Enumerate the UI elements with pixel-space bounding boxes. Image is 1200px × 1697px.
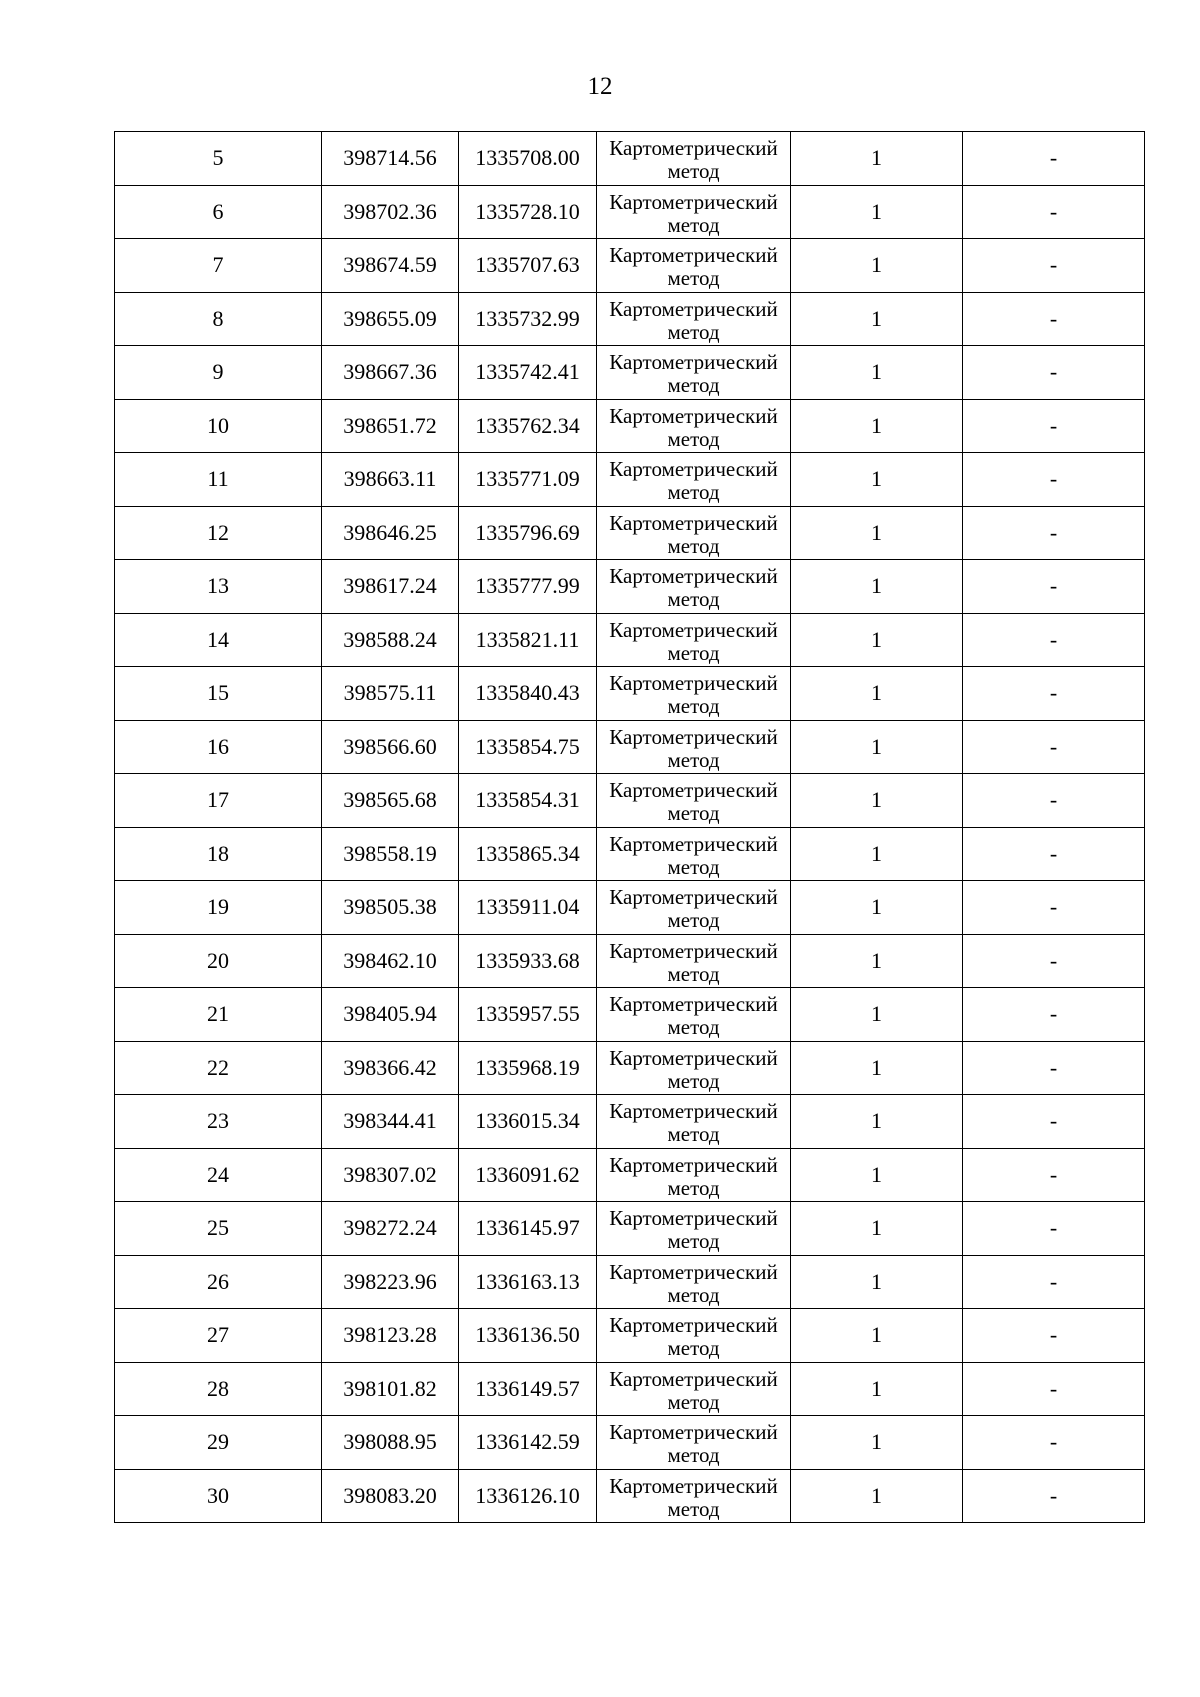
coordinate-x-cell: 398663.11 bbox=[322, 453, 459, 507]
table-row bbox=[115, 239, 1145, 293]
accuracy-cell: 1 bbox=[791, 399, 963, 453]
method-line-2: метод bbox=[667, 426, 720, 451]
accuracy-cell: 1 bbox=[791, 346, 963, 400]
table-row bbox=[115, 881, 1145, 935]
note-cell: - bbox=[963, 988, 1145, 1042]
coordinate-y-cell: 1336163.13 bbox=[459, 1255, 597, 1309]
method-line-1: Картометрический bbox=[609, 243, 778, 268]
coordinate-y-cell: 1335777.99 bbox=[459, 560, 597, 614]
accuracy-cell: 1 bbox=[791, 292, 963, 346]
point-number-cell: 14 bbox=[115, 613, 322, 667]
table-row bbox=[115, 560, 1145, 614]
coordinate-x-cell: 398405.94 bbox=[322, 988, 459, 1042]
table-row bbox=[115, 346, 1145, 400]
coordinates-table bbox=[114, 131, 1145, 1523]
accuracy-cell: 1 bbox=[791, 132, 963, 186]
table-row bbox=[115, 613, 1145, 667]
coordinate-x-cell: 398655.09 bbox=[322, 292, 459, 346]
note-cell: - bbox=[963, 881, 1145, 935]
note-cell: - bbox=[963, 453, 1145, 507]
coordinate-y-cell: 1336149.57 bbox=[459, 1362, 597, 1416]
table-row bbox=[115, 934, 1145, 988]
accuracy-cell: 1 bbox=[791, 1362, 963, 1416]
method-cell bbox=[597, 1416, 791, 1470]
coordinate-y-cell: 1336145.97 bbox=[459, 1202, 597, 1256]
coordinate-x-cell: 398646.25 bbox=[322, 506, 459, 560]
table-row bbox=[115, 774, 1145, 828]
note-cell: - bbox=[963, 292, 1145, 346]
method-line-2: метод bbox=[667, 1175, 720, 1200]
coordinate-y-cell: 1335728.10 bbox=[459, 185, 597, 239]
method-line-2: метод bbox=[667, 854, 720, 879]
accuracy-cell: 1 bbox=[791, 934, 963, 988]
method-line-1: Картометрический bbox=[609, 1206, 778, 1231]
coordinates-table-body bbox=[115, 132, 1145, 1523]
method-line-1: Картометрический bbox=[609, 564, 778, 589]
coordinate-y-cell: 1335933.68 bbox=[459, 934, 597, 988]
coordinate-y-cell: 1336136.50 bbox=[459, 1309, 597, 1363]
coordinate-y-cell: 1335865.34 bbox=[459, 827, 597, 881]
method-cell bbox=[597, 1202, 791, 1256]
table-row bbox=[115, 1095, 1145, 1149]
point-number-cell: 23 bbox=[115, 1095, 322, 1149]
table-row bbox=[115, 1309, 1145, 1363]
method-line-1: Картометрический bbox=[609, 992, 778, 1017]
method-line-1: Картометрический bbox=[609, 1313, 778, 1338]
note-cell: - bbox=[963, 399, 1145, 453]
accuracy-cell: 1 bbox=[791, 720, 963, 774]
note-cell: - bbox=[963, 1362, 1145, 1416]
point-number-cell: 15 bbox=[115, 667, 322, 721]
table-row bbox=[115, 1202, 1145, 1256]
method-line-2: метод bbox=[667, 319, 720, 344]
method-line-2: метод bbox=[667, 1282, 720, 1307]
method-cell bbox=[597, 827, 791, 881]
accuracy-cell: 1 bbox=[791, 613, 963, 667]
coordinate-y-cell: 1335762.34 bbox=[459, 399, 597, 453]
coordinate-y-cell: 1335840.43 bbox=[459, 667, 597, 721]
coordinate-x-cell: 398651.72 bbox=[322, 399, 459, 453]
accuracy-cell: 1 bbox=[791, 774, 963, 828]
note-cell: - bbox=[963, 239, 1145, 293]
method-cell bbox=[597, 881, 791, 935]
method-line-2: метод bbox=[667, 480, 720, 505]
coordinate-y-cell: 1335796.69 bbox=[459, 506, 597, 560]
method-line-2: метод bbox=[667, 908, 720, 933]
method-line-2: метод bbox=[667, 266, 720, 291]
accuracy-cell: 1 bbox=[791, 988, 963, 1042]
point-number-cell: 22 bbox=[115, 1041, 322, 1095]
coordinate-y-cell: 1335957.55 bbox=[459, 988, 597, 1042]
method-line-1: Картометрический bbox=[609, 1366, 778, 1391]
point-number-cell: 24 bbox=[115, 1148, 322, 1202]
note-cell: - bbox=[963, 1255, 1145, 1309]
note-cell: - bbox=[963, 720, 1145, 774]
coordinate-x-cell: 398223.96 bbox=[322, 1255, 459, 1309]
method-cell bbox=[597, 1309, 791, 1363]
method-line-1: Картометрический bbox=[609, 510, 778, 535]
accuracy-cell: 1 bbox=[791, 239, 963, 293]
accuracy-cell: 1 bbox=[791, 1416, 963, 1470]
method-cell bbox=[597, 506, 791, 560]
accuracy-cell: 1 bbox=[791, 1255, 963, 1309]
coordinate-y-cell: 1335771.09 bbox=[459, 453, 597, 507]
accuracy-cell: 1 bbox=[791, 1309, 963, 1363]
table-row bbox=[115, 132, 1145, 186]
note-cell: - bbox=[963, 185, 1145, 239]
note-cell: - bbox=[963, 1095, 1145, 1149]
point-number-cell: 18 bbox=[115, 827, 322, 881]
coordinate-x-cell: 398307.02 bbox=[322, 1148, 459, 1202]
method-cell bbox=[597, 667, 791, 721]
coordinate-x-cell: 398505.38 bbox=[322, 881, 459, 935]
method-line-1: Картометрический bbox=[609, 778, 778, 803]
note-cell: - bbox=[963, 774, 1145, 828]
point-number-cell: 17 bbox=[115, 774, 322, 828]
table-row bbox=[115, 185, 1145, 239]
point-number-cell: 5 bbox=[115, 132, 322, 186]
method-cell bbox=[597, 346, 791, 400]
method-cell bbox=[597, 453, 791, 507]
coordinate-x-cell: 398565.68 bbox=[322, 774, 459, 828]
coordinate-y-cell: 1335911.04 bbox=[459, 881, 597, 935]
table-row bbox=[115, 1148, 1145, 1202]
method-cell bbox=[597, 1255, 791, 1309]
method-line-2: метод bbox=[667, 1068, 720, 1093]
point-number-cell: 10 bbox=[115, 399, 322, 453]
accuracy-cell: 1 bbox=[791, 1041, 963, 1095]
coordinate-y-cell: 1335821.11 bbox=[459, 613, 597, 667]
coordinate-x-cell: 398272.24 bbox=[322, 1202, 459, 1256]
table-row bbox=[115, 1255, 1145, 1309]
coordinate-x-cell: 398575.11 bbox=[322, 667, 459, 721]
coordinate-y-cell: 1335732.99 bbox=[459, 292, 597, 346]
point-number-cell: 16 bbox=[115, 720, 322, 774]
method-line-1: Картометрический bbox=[609, 1045, 778, 1070]
coordinate-x-cell: 398617.24 bbox=[322, 560, 459, 614]
note-cell: - bbox=[963, 667, 1145, 721]
point-number-cell: 8 bbox=[115, 292, 322, 346]
method-cell bbox=[597, 1469, 791, 1523]
note-cell: - bbox=[963, 1469, 1145, 1523]
note-cell: - bbox=[963, 1202, 1145, 1256]
coordinate-x-cell: 398674.59 bbox=[322, 239, 459, 293]
coordinate-y-cell: 1335854.75 bbox=[459, 720, 597, 774]
coordinate-x-cell: 398566.60 bbox=[322, 720, 459, 774]
accuracy-cell: 1 bbox=[791, 1202, 963, 1256]
method-line-2: метод bbox=[667, 1229, 720, 1254]
method-line-2: метод bbox=[667, 1496, 720, 1521]
method-line-1: Картометрический bbox=[609, 671, 778, 696]
method-line-2: метод bbox=[667, 1122, 720, 1147]
method-line-2: метод bbox=[667, 373, 720, 398]
method-cell bbox=[597, 988, 791, 1042]
method-line-1: Картометрический bbox=[609, 136, 778, 161]
coordinate-y-cell: 1336126.10 bbox=[459, 1469, 597, 1523]
accuracy-cell: 1 bbox=[791, 827, 963, 881]
table-row bbox=[115, 720, 1145, 774]
method-cell bbox=[597, 1148, 791, 1202]
method-line-2: метод bbox=[667, 961, 720, 986]
point-number-cell: 25 bbox=[115, 1202, 322, 1256]
table-row bbox=[115, 399, 1145, 453]
accuracy-cell: 1 bbox=[791, 881, 963, 935]
point-number-cell: 26 bbox=[115, 1255, 322, 1309]
method-line-1: Картометрический bbox=[609, 457, 778, 482]
point-number-cell: 7 bbox=[115, 239, 322, 293]
coordinate-x-cell: 398123.28 bbox=[322, 1309, 459, 1363]
method-line-2: метод bbox=[667, 1336, 720, 1361]
method-line-2: метод bbox=[667, 801, 720, 826]
method-line-2: метод bbox=[667, 747, 720, 772]
method-line-1: Картометрический bbox=[609, 1259, 778, 1284]
point-number-cell: 27 bbox=[115, 1309, 322, 1363]
coordinate-x-cell: 398702.36 bbox=[322, 185, 459, 239]
method-line-1: Картометрический bbox=[609, 296, 778, 321]
method-line-1: Картометрический bbox=[609, 1473, 778, 1498]
method-cell bbox=[597, 1041, 791, 1095]
method-line-1: Картометрический bbox=[609, 1420, 778, 1445]
method-line-2: метод bbox=[667, 1389, 720, 1414]
table-row bbox=[115, 506, 1145, 560]
point-number-cell: 28 bbox=[115, 1362, 322, 1416]
accuracy-cell: 1 bbox=[791, 453, 963, 507]
note-cell: - bbox=[963, 560, 1145, 614]
table-row bbox=[115, 667, 1145, 721]
method-cell bbox=[597, 774, 791, 828]
coordinate-x-cell: 398588.24 bbox=[322, 613, 459, 667]
note-cell: - bbox=[963, 132, 1145, 186]
method-cell bbox=[597, 1362, 791, 1416]
coordinate-x-cell: 398462.10 bbox=[322, 934, 459, 988]
coordinate-x-cell: 398714.56 bbox=[322, 132, 459, 186]
method-line-2: метод bbox=[667, 587, 720, 612]
note-cell: - bbox=[963, 346, 1145, 400]
method-cell bbox=[597, 239, 791, 293]
method-cell bbox=[597, 132, 791, 186]
point-number-cell: 19 bbox=[115, 881, 322, 935]
method-line-1: Картометрический bbox=[609, 885, 778, 910]
point-number-cell: 20 bbox=[115, 934, 322, 988]
accuracy-cell: 1 bbox=[791, 1095, 963, 1149]
point-number-cell: 13 bbox=[115, 560, 322, 614]
point-number-cell: 12 bbox=[115, 506, 322, 560]
method-line-2: метод bbox=[667, 159, 720, 184]
accuracy-cell: 1 bbox=[791, 185, 963, 239]
method-cell bbox=[597, 185, 791, 239]
method-line-2: метод bbox=[667, 694, 720, 719]
method-line-1: Картометрический bbox=[609, 724, 778, 749]
method-cell bbox=[597, 292, 791, 346]
method-line-2: метод bbox=[667, 533, 720, 558]
table-row bbox=[115, 453, 1145, 507]
accuracy-cell: 1 bbox=[791, 1469, 963, 1523]
method-cell bbox=[597, 560, 791, 614]
note-cell: - bbox=[963, 1148, 1145, 1202]
method-line-1: Картометрический bbox=[609, 403, 778, 428]
coordinate-y-cell: 1335707.63 bbox=[459, 239, 597, 293]
method-line-1: Картометрический bbox=[609, 831, 778, 856]
note-cell: - bbox=[963, 934, 1145, 988]
method-line-1: Картометрический bbox=[609, 189, 778, 214]
coordinate-y-cell: 1336015.34 bbox=[459, 1095, 597, 1149]
accuracy-cell: 1 bbox=[791, 667, 963, 721]
accuracy-cell: 1 bbox=[791, 560, 963, 614]
coordinate-x-cell: 398083.20 bbox=[322, 1469, 459, 1523]
method-cell bbox=[597, 934, 791, 988]
point-number-cell: 29 bbox=[115, 1416, 322, 1470]
note-cell: - bbox=[963, 1041, 1145, 1095]
point-number-cell: 11 bbox=[115, 453, 322, 507]
coordinate-x-cell: 398667.36 bbox=[322, 346, 459, 400]
table-row bbox=[115, 1469, 1145, 1523]
table-row bbox=[115, 292, 1145, 346]
coordinate-y-cell: 1336091.62 bbox=[459, 1148, 597, 1202]
method-line-1: Картометрический bbox=[609, 1099, 778, 1124]
coordinate-y-cell: 1335968.19 bbox=[459, 1041, 597, 1095]
method-line-1: Картометрический bbox=[609, 350, 778, 375]
method-cell bbox=[597, 720, 791, 774]
table-row bbox=[115, 827, 1145, 881]
method-line-2: метод bbox=[667, 640, 720, 665]
method-cell bbox=[597, 613, 791, 667]
method-cell bbox=[597, 399, 791, 453]
point-number-cell: 9 bbox=[115, 346, 322, 400]
table-row bbox=[115, 1416, 1145, 1470]
note-cell: - bbox=[963, 506, 1145, 560]
table-row bbox=[115, 1362, 1145, 1416]
point-number-cell: 30 bbox=[115, 1469, 322, 1523]
coordinate-x-cell: 398558.19 bbox=[322, 827, 459, 881]
coordinate-x-cell: 398366.42 bbox=[322, 1041, 459, 1095]
note-cell: - bbox=[963, 1309, 1145, 1363]
note-cell: - bbox=[963, 1416, 1145, 1470]
method-line-1: Картометрический bbox=[609, 938, 778, 963]
method-line-2: метод bbox=[667, 1443, 720, 1468]
coordinate-y-cell: 1335708.00 bbox=[459, 132, 597, 186]
table-row bbox=[115, 1041, 1145, 1095]
method-line-1: Картометрический bbox=[609, 617, 778, 642]
page-number: 12 bbox=[587, 73, 613, 100]
accuracy-cell: 1 bbox=[791, 1148, 963, 1202]
accuracy-cell: 1 bbox=[791, 506, 963, 560]
coordinate-y-cell: 1336142.59 bbox=[459, 1416, 597, 1470]
table-row bbox=[115, 988, 1145, 1042]
note-cell: - bbox=[963, 613, 1145, 667]
method-line-2: метод bbox=[667, 1015, 720, 1040]
coordinate-x-cell: 398101.82 bbox=[322, 1362, 459, 1416]
method-line-1: Картометрический bbox=[609, 1152, 778, 1177]
coordinate-y-cell: 1335854.31 bbox=[459, 774, 597, 828]
coordinate-x-cell: 398344.41 bbox=[322, 1095, 459, 1149]
note-cell: - bbox=[963, 827, 1145, 881]
method-line-2: метод bbox=[667, 212, 720, 237]
point-number-cell: 21 bbox=[115, 988, 322, 1042]
method-cell bbox=[597, 1095, 791, 1149]
coordinate-y-cell: 1335742.41 bbox=[459, 346, 597, 400]
point-number-cell: 6 bbox=[115, 185, 322, 239]
coordinate-x-cell: 398088.95 bbox=[322, 1416, 459, 1470]
